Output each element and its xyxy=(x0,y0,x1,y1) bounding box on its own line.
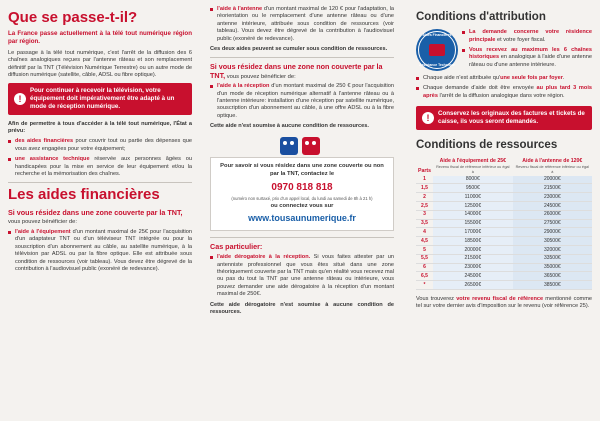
cumul-note: Ces deux aides peuvent se cumuler sous condition de ressources. xyxy=(210,45,388,52)
cell-parts: 2 xyxy=(416,193,433,202)
list-item: une assistance technique réservée aux personnes âgées ou handicapées pour la mise en service de leur équipement et/ou la recherche et la mémorisation des chaînes. xyxy=(8,156,192,178)
list-item: La demande concerne votre résidence principale et votre foyer fiscal. xyxy=(462,29,592,44)
cell-parts: 2,5 xyxy=(416,202,433,211)
conditions-list-continued xyxy=(416,75,592,100)
divider xyxy=(210,237,394,238)
conditions-block xyxy=(416,29,592,75)
list-item: Chaque demande d'aide doit être envoyée au plus tard 3 mois après l'arrêt de la diffusion analogique dans votre région. xyxy=(416,85,592,100)
footer-note: Vous trouverez votre revenu fiscal de référence mentionné comme tel sur votre dernier avis d'imposition sur le revenu (voir référence 25). xyxy=(416,295,592,310)
cell-parts: 4 xyxy=(416,228,433,237)
case-title: Cas particulier: xyxy=(210,241,263,251)
nonzone-title: Si vous résidez dans une zone non couverte par la TNT, vous pouvez bénéficier de: xyxy=(210,62,383,80)
cell-parts: 6,5 xyxy=(416,272,433,281)
aides-logo-icon: Aides Financières Assistance Technique xyxy=(416,29,458,71)
cell-antenne: 35000€ xyxy=(513,263,592,272)
derog-list xyxy=(210,254,394,298)
table-row xyxy=(416,263,592,272)
intro-paragraph: Le passage à la télé tout numérique, c'est l'arrêt de la diffusion des 6 chaînes analogiques reçues par l'antenne râteau et son remplacement définitif par la TNT (Télévision Numérique Terrestre) ou un autre mode de diffusion numérique (satellite, câble, ADSL ou fibre optique). xyxy=(8,49,192,78)
column-left xyxy=(0,0,200,421)
table-row xyxy=(416,254,592,263)
state-measures-list xyxy=(8,138,192,178)
list-item: Vous recevez au maximum les 6 chaînes historiques en analogique à l'aide d'une antenne râteau ou d'une antenne intérieure. xyxy=(462,47,592,69)
divider xyxy=(8,182,192,183)
cell-parts: 6 xyxy=(416,263,433,272)
list-item: Chaque aide n'est attribuée qu'une seule fois par foyer. xyxy=(416,75,592,82)
cell-antenne: 33500€ xyxy=(513,254,592,263)
cell-antenne: 27500€ xyxy=(513,219,592,228)
cell-equipment: 9500€ xyxy=(433,184,513,193)
phone-note: (numéro non surtaxé, prix d'un appel local, du lundi au samedi de 8h à 21 h) xyxy=(231,195,373,201)
derog-note: Cette aide dérogatoire n'est soumise à aucune condition de ressources. xyxy=(210,301,394,315)
or-visit-text: ou connectez vous sur xyxy=(270,203,334,210)
column-right xyxy=(408,0,600,421)
cell-antenne: 20000€ xyxy=(513,176,592,184)
website-link[interactable]: www.tousaunumerique.fr xyxy=(248,213,356,224)
header-parts: Parts xyxy=(418,167,431,174)
antenne-list xyxy=(210,6,394,43)
cell-antenne: 36500€ xyxy=(513,272,592,281)
conditions-list xyxy=(462,29,592,72)
equipment-alert-text: Pour continuer à recevoir la télévision, votre équipement doit impérativement être adapté à un mode de réception numérique. xyxy=(30,87,175,110)
page-title: Que se passe-t-il? xyxy=(8,9,138,26)
header-equipment: Aide à l'équipement de 25€ Revenu fiscal de référence inférieur ou égal à xyxy=(436,157,510,174)
cell-antenne: 30500€ xyxy=(513,237,592,246)
list-item: des aides financières pour couvrir tout ou partie des dépenses que vous avez engagées pour votre équipement; xyxy=(8,138,192,153)
cell-equipment: 15500€ xyxy=(433,219,513,228)
header-antenne: Aide à l'antenne de 120€ Revenu fiscal de référence inférieur ou égal à xyxy=(515,157,590,174)
cell-equipment: 14000€ xyxy=(433,210,513,219)
equipment-alert xyxy=(8,83,192,114)
table-row xyxy=(416,210,592,219)
cell-antenne: 26000€ xyxy=(513,210,592,219)
cell-antenne: 23000€ xyxy=(513,193,592,202)
table-row xyxy=(416,228,592,237)
zone-aides-list xyxy=(8,229,192,273)
cell-equipment: 24500€ xyxy=(433,272,513,281)
invoices-alert xyxy=(416,106,592,130)
cell-equipment: 23000€ xyxy=(433,263,513,272)
cell-parts: 5,5 xyxy=(416,254,433,263)
list-item: l'aide à l'antenne d'un montant maximal de 120 € pour l'adaptation, la réorientation ou le remplacement d'une antenne râteau ou d'une antenne intérieure, attribuée sous condition de ressources (voir tableau). Vous devez être dégrevé de la contribution à l'audiovisuel public (exonéré de redevance). xyxy=(210,6,394,43)
cell-equipment: 17000€ xyxy=(433,228,513,237)
reception-list xyxy=(210,83,394,120)
cell-parts: 1,5 xyxy=(416,184,433,193)
invoices-alert-text: Conservez les originaux des factures et tickets de caisse, ils vous seront demandés. xyxy=(438,110,585,125)
table-row xyxy=(416,281,592,290)
reception-note: Cette aide n'est soumise à aucune condition de ressources. xyxy=(210,123,369,130)
cell-antenne: 21500€ xyxy=(513,184,592,193)
cell-antenne: 29000€ xyxy=(513,228,592,237)
cell-antenne: 32000€ xyxy=(513,245,592,254)
cell-parts: 5 xyxy=(416,245,433,254)
resources-title: Conditions de ressources xyxy=(416,138,558,151)
table-row xyxy=(416,245,592,254)
blue-mascot-icon xyxy=(280,137,298,155)
list-item: l'aide à la réception d'un montant maximal de 250 € pour l'acquisition d'un mode de réception numérique alternatif à l'antenne râteau ou à l'antenne intérieure: installation d'une réception par satellite numérique, souscription d'un abonnement au câble, à une offre ADSL ou à la fibre optique. xyxy=(210,83,394,120)
state-intro: Afin de permettre à tous d'accéder à la télé tout numérique, l'État a prévu: xyxy=(8,120,192,134)
table-header-row xyxy=(416,157,592,176)
list-item: l'aide à l'équipement d'un montant maximal de 25€ pour l'acquisition d'un adaptateur TNT ou d'un téléviseur TNT intégrée ou pour la souscription d'un abonnement au câble, au satellite numérique, à la télévision par ADSL ou par la fibre optique. Elle est attribuée sous condition de ressources (voir tableau). Vous devez être dégrevé de la contribution à l'audiovisuel public (exonéré de redevance). xyxy=(8,229,192,273)
table-row xyxy=(416,237,592,246)
warning-icon: ! xyxy=(422,112,434,124)
table-row xyxy=(416,184,592,193)
cell-equipment: 11000€ xyxy=(433,193,513,202)
cell-parts: 4,5 xyxy=(416,237,433,246)
table-row xyxy=(416,202,592,211)
table-row xyxy=(416,219,592,228)
section-title-aides: Les aides financières xyxy=(8,186,160,204)
cell-equipment: 8000€ xyxy=(433,176,513,184)
red-mascot-icon xyxy=(302,137,320,155)
cell-parts: 3 xyxy=(416,210,433,219)
warning-icon: ! xyxy=(14,93,26,105)
zone-title: Si vous résidez dans une zone couverte par la TNT, vous pouvez bénéficier de: xyxy=(8,207,183,226)
table-body xyxy=(416,176,592,290)
resources-table xyxy=(416,157,592,290)
table-row xyxy=(416,193,592,202)
conditions-title: Conditions d'attribution xyxy=(416,11,546,23)
list-item: l'aide dérogatoire à la réception. Si vous faites attester par un antenniste professionnel que vous êtes situé dans une zone théoriquement couverte par la TNT mais qu'en réalité vous recevez mal ou pas du tout la TNT par une antenne râteau ou intérieure, vous pouvez demander une aide dérogatoire à la réception d'un montant maximal de 250€. xyxy=(210,254,394,298)
cell-equipment: 21500€ xyxy=(433,254,513,263)
cell-equipment: 12500€ xyxy=(433,202,513,211)
cell-parts: 3,5 xyxy=(416,219,433,228)
cell-antenne: 38500€ xyxy=(513,281,592,290)
contact-text: Pour savoir si vous résidez dans une zone couverte ou non par la TNT, contactez le xyxy=(220,163,384,178)
cell-equipment: 20000€ xyxy=(433,245,513,254)
lead-text: La France passe actuellement à la télé tout numérique région par région. xyxy=(8,29,192,45)
mascot-illustration xyxy=(262,133,342,155)
phone-number[interactable]: 0970 818 818 xyxy=(271,181,333,193)
cell-parts: * xyxy=(416,281,433,290)
cell-antenne: 24500€ xyxy=(513,202,592,211)
contact-box xyxy=(210,157,394,231)
table-row xyxy=(416,176,592,184)
cell-equipment: 26500€ xyxy=(433,281,513,290)
cell-equipment: 18500€ xyxy=(433,237,513,246)
cell-parts: 1 xyxy=(416,176,433,184)
divider xyxy=(210,57,394,58)
column-middle xyxy=(202,0,402,421)
table-row xyxy=(416,272,592,281)
